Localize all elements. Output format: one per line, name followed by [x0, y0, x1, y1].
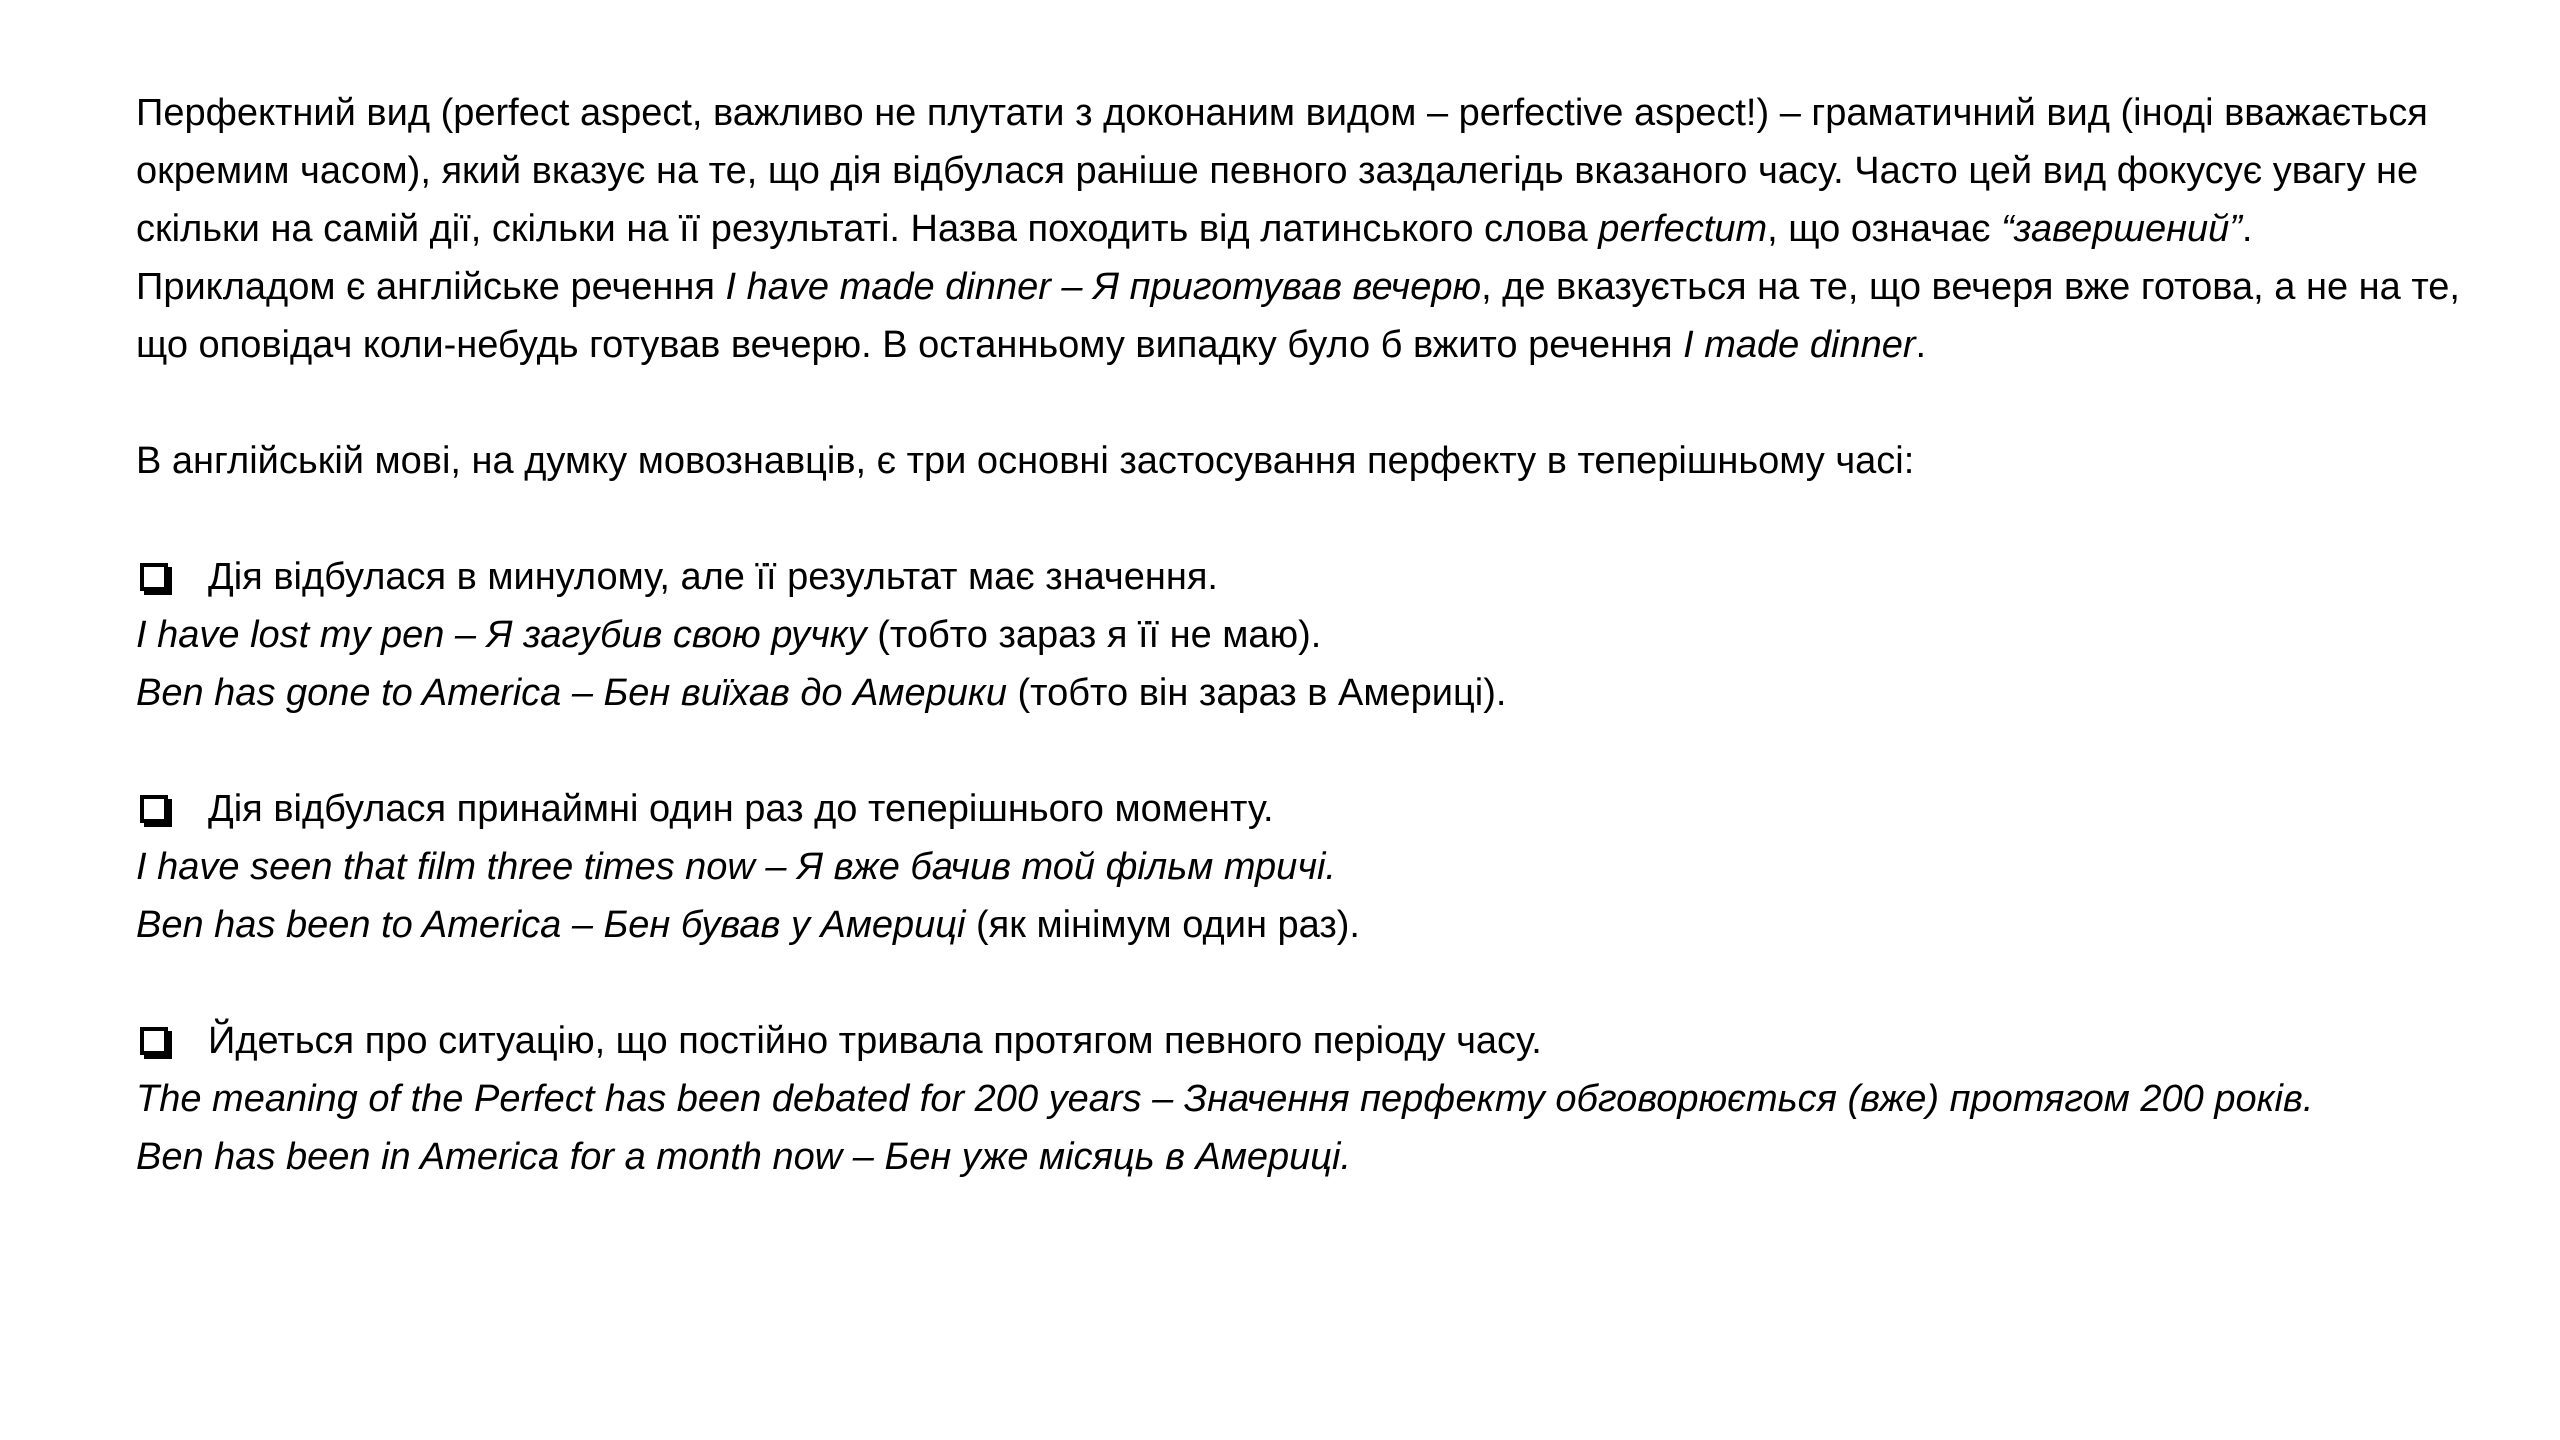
intro-text: Перфектний вид (perfect aspect, важливо не плутати з доконаним видом – perfective aspect!) – граматичний вид (іноді вважається окремим часом), який вказує на те, що дія відбулася раніше певного заздалегідь вказаного часу. Часто цей вид фокусує увагу не скільки на самій дії, скільки на її результаті. Назва походить від латинського слова	[136, 92, 2428, 250]
term-meaning: “завершений”	[2001, 208, 2242, 250]
spacer	[136, 722, 2466, 780]
use-title: Дія відбулася в минулому, але її результат має значення.	[208, 556, 1218, 598]
latin-term: perfectum	[1598, 208, 1768, 250]
example-italic: Ben has been to America – Бен бував у Америці	[136, 904, 966, 946]
slide-content	[136, 84, 2466, 1186]
spacer	[136, 490, 2466, 548]
intro-text: , де вказується на те, що вечеря вже готова, а не на те, що оповідач коли-небудь готував вечерю. В останньому випадку було б вжито речення	[136, 266, 2460, 366]
example-sentence: I made dinner	[1683, 324, 1916, 366]
example-sentence: I have made dinner – Я приготував вечерю	[725, 266, 1482, 308]
intro-text: , що означає	[1767, 208, 2002, 250]
example-italic: The meaning of the Perfect has been debated for 200 years – Значення перфекту обговорюється (вже) протягом 200 років.	[136, 1078, 2314, 1120]
example-line	[136, 1070, 2466, 1128]
use-title-line	[136, 1012, 2466, 1070]
intro-text: Прикладом є англійське речення	[136, 266, 726, 308]
example-note: (як мінімум один раз).	[965, 904, 1360, 946]
example-note: (тобто він зараз в Америці).	[1006, 672, 1507, 714]
example-line	[136, 606, 2466, 664]
example-italic: I have lost my pen – Я загубив свою ручку	[136, 614, 867, 656]
intro-paragraph-2	[136, 258, 2466, 374]
intro-text: .	[2241, 208, 2253, 250]
use-title: Йдеться про ситуацію, що постійно тривала протягом певного періоду часу.	[208, 1020, 1542, 1062]
spacer	[136, 374, 2466, 432]
example-italic: I have seen that film three times now – Я вже бачив той фільм тричі.	[136, 846, 1336, 888]
example-note: (тобто зараз я її не маю).	[866, 614, 1322, 656]
lead-paragraph: В англійській мові, на думку мовознавців, є три основні застосування перфекту в теперішньому часі:	[136, 440, 1915, 482]
example-line	[136, 1128, 2466, 1186]
example-line	[136, 664, 2466, 722]
example-line	[136, 838, 2466, 896]
use-title: Дія відбулася принаймні один раз до теперішнього моменту.	[208, 788, 1274, 830]
intro-paragraph-1	[136, 84, 2466, 258]
use-block-3	[136, 1012, 2466, 1186]
checkbox-bullet-icon	[140, 1027, 168, 1055]
example-line	[136, 896, 2466, 954]
checkbox-bullet-icon	[140, 795, 168, 823]
example-italic: Ben has gone to America – Бен виїхав до Америки	[136, 672, 1007, 714]
use-title-line	[136, 780, 2466, 838]
checkbox-bullet-icon	[140, 563, 168, 591]
spacer	[136, 954, 2466, 1012]
use-title-line	[136, 548, 2466, 606]
use-block-2	[136, 780, 2466, 954]
use-block-1	[136, 548, 2466, 722]
intro-text: .	[1915, 324, 1927, 366]
example-italic: Ben has been in America for a month now – Бен уже місяць в Америці.	[136, 1136, 1352, 1178]
